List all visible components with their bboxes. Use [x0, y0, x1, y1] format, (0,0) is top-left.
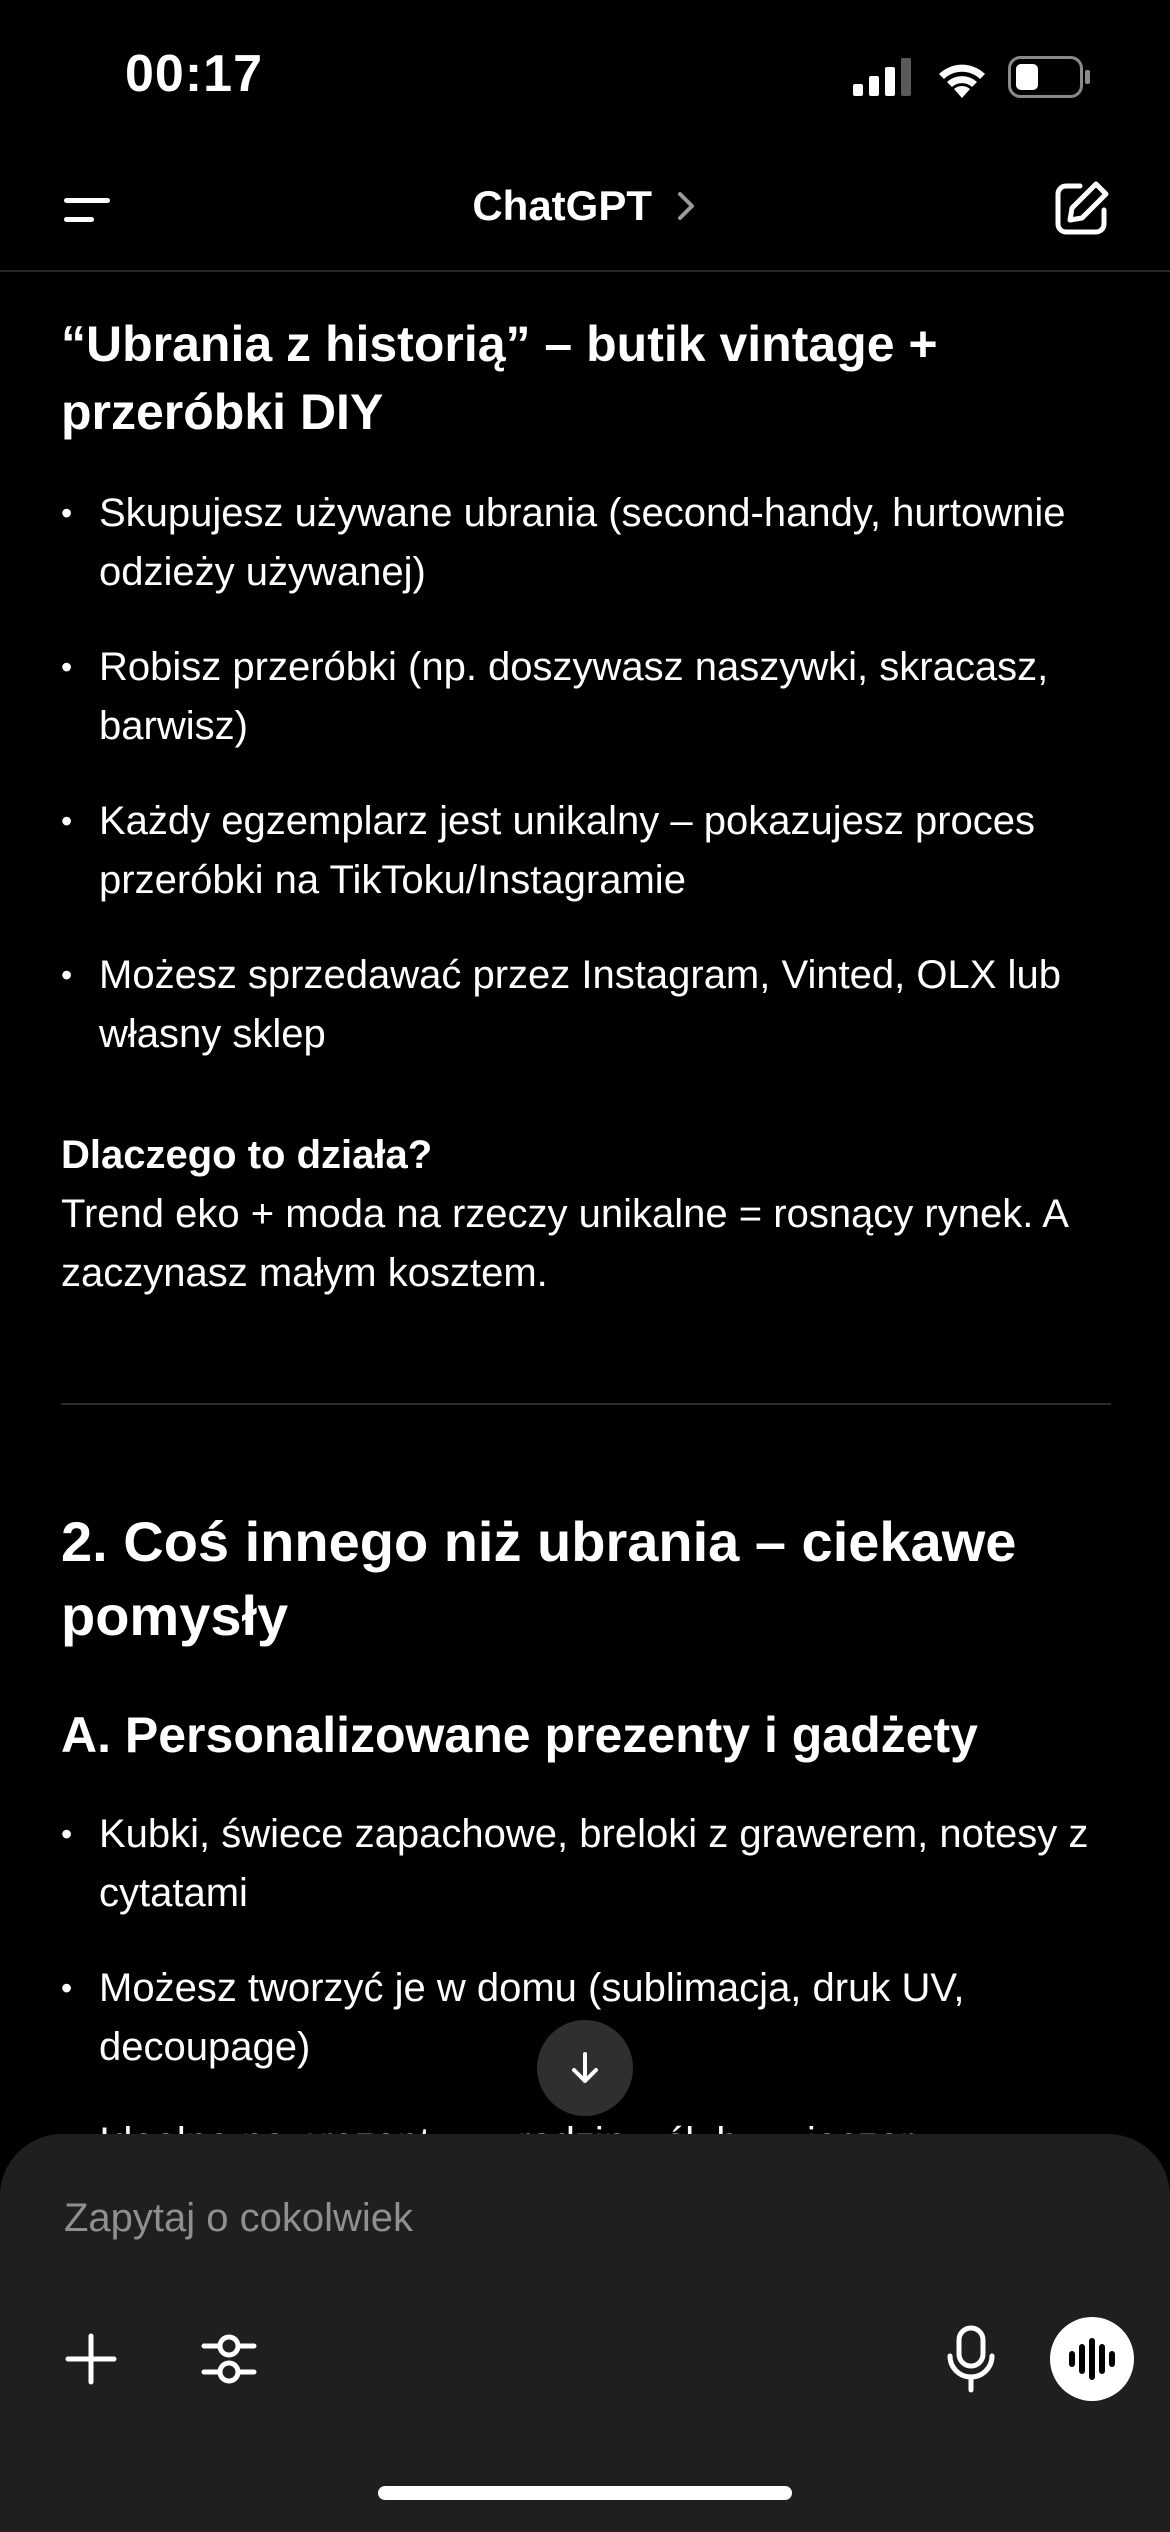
voice-wave-icon [1067, 2339, 1117, 2379]
microphone-icon[interactable] [945, 2324, 997, 2394]
list-item: • Kubki, świece zapachowe, breloki z grawerem, notesy z cytatami [61, 1805, 1111, 1923]
model-selector[interactable] [0, 182, 1170, 230]
why-paragraph [61, 1126, 1111, 1303]
list-item: • Robisz przeróbki (np. doszywasz naszywki, skracasz, barwisz) [61, 638, 1111, 756]
wifi-icon [934, 54, 990, 98]
cellular-signal-icon [853, 58, 913, 96]
list-item: • Każdy egzemplarz jest unikalny – pokazujesz proces przeróbki na TikToku/Instagramie [61, 792, 1111, 910]
subsection-heading: A. Personalizowane prezenty i gadżety [61, 1707, 978, 1763]
chevron-right-icon [674, 191, 698, 221]
list-item: • Możesz tworzyć je w domu (sublimacja, druk UV, decoupage) [61, 1959, 1111, 2077]
model-title: ChatGPT [472, 182, 652, 229]
bullet-list [61, 484, 1111, 1064]
edit-icon[interactable] [1050, 178, 1112, 240]
sliders-icon[interactable] [200, 2328, 258, 2390]
bullet-list [61, 1805, 1111, 2172]
section-heading: “Ubrania z historią” – butik vintage + przeróbki DIY [61, 316, 938, 440]
chat-message [61, 270, 1111, 2132]
list-item: • Skupujesz używane ubrania (second-handy, hurtownie odzieży używanej) [61, 484, 1111, 602]
message-input[interactable]: Zapytaj o cokolwiek [64, 2196, 414, 2240]
list-item: • Możesz sprzedawać przez Instagram, Vinted, OLX lub własny sklep [61, 946, 1111, 1064]
section-heading: 2. Coś innego niż ubrania – ciekawe pomysły [61, 1510, 1017, 1647]
voice-mode-button[interactable] [1050, 2317, 1134, 2401]
arrow-down-icon [565, 2048, 605, 2088]
battery-icon [1008, 56, 1092, 98]
home-indicator [378, 2486, 792, 2500]
composer [0, 2134, 1170, 2532]
divider [61, 1403, 1111, 1405]
why-label: Dlaczego to działa? [61, 1133, 433, 1177]
status-bar [0, 0, 1170, 150]
plus-icon[interactable] [62, 2330, 120, 2388]
scroll-down-button[interactable] [537, 2020, 633, 2116]
why-text: Trend eko + moda na rzeczy unikalne = rosnący rynek. A zaczynasz małym kosztem. [61, 1192, 1067, 1295]
status-time: 00:17 [125, 45, 263, 103]
top-nav-bar [0, 150, 1170, 272]
